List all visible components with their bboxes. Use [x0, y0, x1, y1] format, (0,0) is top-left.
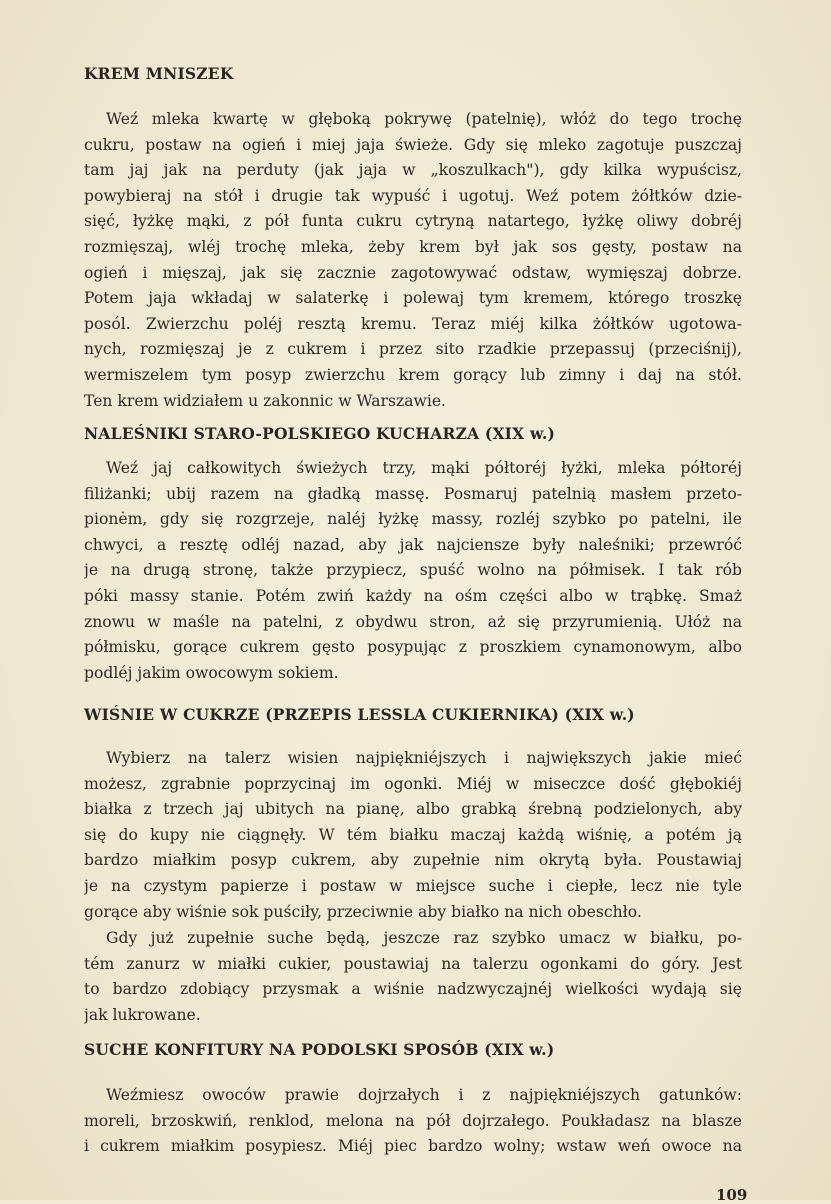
text-line: podléj jakim owocowym sokiem.	[84, 663, 339, 682]
text-line: je na czystym papierze i postaw w miejsce suche i ciepłe, lecz nie tyle	[84, 876, 742, 895]
recipe-paragraph	[84, 1083, 742, 1160]
page-number: 109	[716, 1186, 748, 1204]
text-line: chwyci, a resztę odléj nazad, aby jak najciensze były naleśniki; przewróć	[84, 535, 742, 554]
text-line: Ten krem widziałem u zakonnic w Warszawie.	[84, 391, 447, 410]
text-line: nych, rozmięszaj je z cukrem i przez sito rzadkie przepassuj (przeciśnij),	[84, 340, 742, 359]
text-line: posól. Zwierzchu poléj resztą kremu. Teraz miéj kilka żółtków ugotowa-	[84, 314, 742, 333]
recipe-title-nalesniki: NALEŚNIKI STARO-POLSKIEGO KUCHARZA (XIX w.)	[84, 424, 556, 443]
text-line: pionėm, gdy się rozgrzeje, naléj łyżkę massy, rozléj szybko po patelni, ile	[84, 510, 742, 529]
text-line: tam jaj jak na perduty (jak jaja w „koszulkach"), gdy kilka wypuścisz,	[84, 161, 742, 180]
text-line: półmisku, gorące cukrem gęsto posypując z proszkiem cynamonowym, albo	[84, 638, 742, 657]
text-line: rozmięszaj, wléj trochę mleka, żeby krem był jak sos gęsty, postaw na	[84, 237, 742, 256]
text-line: możesz, zgrabnie poprzycinaj im ogonki. Miéj w miseczce dość głębokiéj	[84, 774, 742, 793]
text-line: Weźmiesz owoców prawie dojrzałych i z najpiękniéjszych gatunków:	[106, 1086, 742, 1104]
text-line: filiżanki; ubij razem na gładką massę. Posmaruj patelnią masłem przeto-	[84, 484, 742, 503]
text-line: Wybierz na talerz wisien najpiękniéjszych i największych jakie mieć	[106, 749, 742, 767]
text-line: powybieraj na stół i drugie tak wypuść i ugotuj. Weź potem żółtków dzie-	[84, 186, 742, 205]
recipe-title-suche-konfitury: SUCHE KONFITURY NA PODOLSKI SPOSÓB (XIX w.)	[84, 1040, 555, 1059]
text-line: cukru, postaw na ogień i miej jaja świeże. Gdy się mleko zagotuje puszczaj	[84, 135, 742, 154]
text-line: ogień i mięszaj, jak się zacznie zagotowywać odstaw, wymięszaj dobrze.	[84, 263, 742, 282]
recipe-title-krem-mniszek: KREM MNISZEK	[84, 64, 234, 83]
text-line: bardzo miałkim posyp cukrem, aby zupełnie nim okrytą była. Poustawiaj	[84, 851, 742, 870]
text-line: póki massy stanie. Potém zwiń każdy na ośm części albo w trąbkę. Smaż	[84, 586, 742, 605]
text-line: je na drugą stronę, także przypiecz, spuść wolno na półmisek. I tak rób	[84, 561, 742, 580]
text-line: tém zanurz w miałki cukier, poustawiaj na talerzu ogonkami do góry. Jest	[84, 954, 742, 973]
recipe-paragraph	[84, 107, 742, 414]
text-line: Weź jaj całkowitych świeżych trzy, mąki półtoréj łyżki, mleka półtoréj	[106, 459, 742, 477]
recipe-paragraph	[84, 456, 742, 686]
text-line: Gdy już zupełnie suche będą, jeszcze raz szybko umacz w białku, po-	[106, 929, 742, 947]
recipe-title-wisnie-w-cukrze: WIŚNIE W CUKRZE (PRZEPIS LESSLA CUKIERNIKA) (XIX w.)	[84, 705, 635, 724]
text-line: jak lukrowane.	[84, 1005, 201, 1024]
text-line: sięć, łyżkę mąki, z pół funta cukru cytryną natartego, łyżkę oliwy dobréj	[84, 212, 742, 231]
text-line: się do kupy nie ciągnęły. W tém białku maczaj każdą wiśnię, a potém ją	[84, 825, 742, 844]
text-line: białka z trzech jaj ubitych na pianę, albo grabką śrebną podzielonych, aby	[84, 800, 742, 819]
recipe-paragraph	[84, 746, 742, 925]
text-line: znowu w maśle na patelni, z obydwu stron, aż się przyrumienią. Ułóż na	[84, 612, 742, 631]
text-line: Weź mleka kwartę w głęboką pokrywę (patelnię), włóż do tego trochę	[106, 110, 742, 128]
text-line: moreli, brzoskwiń, renklod, melona na pół dojrzałego. Poukładasz na blasze	[84, 1111, 742, 1130]
text-line: to bardzo zdobiący przysmak a wiśnie nadzwyczajnéj wielkości wydają się	[84, 980, 742, 999]
recipe-paragraph	[84, 926, 742, 1028]
text-line: wermiszelem tym posyp zwierzchu krem gorący lub zimny i daj na stół.	[84, 365, 742, 384]
text-line: Potem jaja wkładaj w salaterkę i polewaj tym kremem, którego troszkę	[84, 289, 742, 308]
text-line: i cukrem miałkim posypiesz. Miéj piec bardzo wolny; wstaw weń owoce na	[84, 1137, 742, 1156]
text-line: gorące aby wiśnie sok puściły, przeciwnie aby białko na nich obeschło.	[84, 902, 642, 921]
